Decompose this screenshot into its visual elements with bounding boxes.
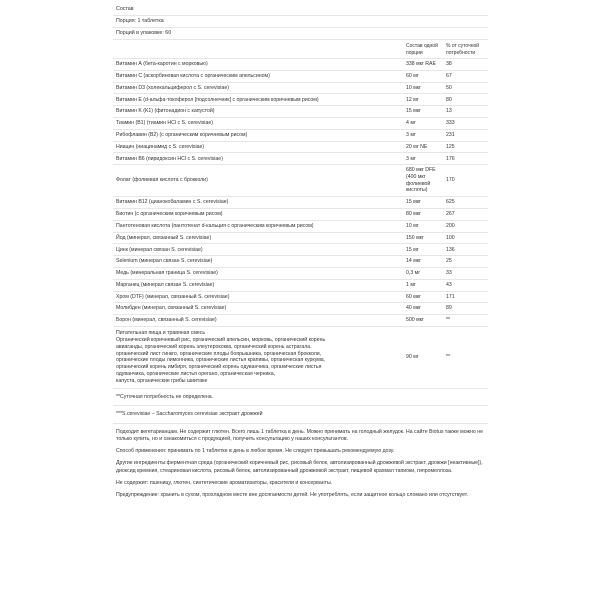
nutrient-name: Хром (DTF) (минерал, связанный S. cerevisiae) <box>116 293 230 300</box>
nutrient-amount: 20 мг NE <box>406 143 428 150</box>
nutrient-daily-value: 67 <box>446 72 452 79</box>
nutrient-name: Йод (минерал, связанный S. cerevisiae) <box>116 234 212 241</box>
nutrient-name: Тиамин (В1) (тиамин HCl с S. cerevisiae) <box>116 120 213 127</box>
table-row <box>113 221 488 233</box>
table-row <box>113 197 488 209</box>
nutrient-daily-value: 170 <box>446 177 455 184</box>
herbal-blend-line: органический корень имбиря, органический корень одуванчика, органические листья <box>116 364 322 371</box>
column-header-daily-value: % от суточной потребности <box>446 43 480 56</box>
nutrient-amount: 15 мкг <box>406 108 421 115</box>
herbal-blend-line: Органический коричневый рис, органический апельсин, морковь, органический корень <box>116 336 326 343</box>
nutrient-daily-value: 267 <box>446 211 455 218</box>
nutrient-amount: 60 мг <box>406 72 419 79</box>
nutrient-daily-value: 25 <box>446 258 452 265</box>
herbal-blend-line: органический лист гинкго, органические плоды боярышника, органическая брокколи, <box>116 350 322 357</box>
herbal-blend-daily-value: ** <box>446 354 451 361</box>
nutrient-name: Молибден (минерал, связанный S. cerevisiae) <box>116 305 227 312</box>
nutrient-daily-value: 13 <box>446 108 452 115</box>
herbal-blend-line: капуста, органические грибы шиитаке <box>116 377 208 384</box>
nutrient-daily-value: 136 <box>446 246 455 253</box>
nutrient-amount: 4 мг <box>406 120 416 127</box>
table-row <box>113 59 488 71</box>
table-row <box>113 165 488 197</box>
footnote-saccharomyces: ***S.cerevisiae – Saccharomyces cerevisiae экстракт дрожжей <box>113 406 488 424</box>
serving-size: Порция: 1 таблетка <box>113 16 488 28</box>
nutrient-name: Selenium (минерал связан S. cerevisiae) <box>116 258 213 265</box>
nutrient-name: Борон (минерал, связанный S. cerevisiae) <box>116 317 217 324</box>
nutrient-amount: 15 мг <box>406 246 419 253</box>
nutrient-daily-value: 38 <box>446 61 452 68</box>
column-header-amount: Состав одной порции <box>406 43 438 56</box>
herbal-blend-line: органические плоды лимонника, органические листья крапивы, органическая куркума, <box>116 357 326 364</box>
usage-paragraph: Способ применения: принимать по 1 таблетке в день в любое время. Не следует превышать рекомендуемую дозу. <box>116 448 395 455</box>
nutrient-daily-value: 33 <box>446 270 452 277</box>
other-ingredients-paragraph: Другие ингредиенты:ферментная среда (органический коричневый рис, рисовый белок, автолизированный дрожжевой экстракт, дрожжи [неактивные]), диоксид кремния, стеариновая кислота, рисовый белок, автолизированный дрожжевой экстракт, пищевой крахмал тапиоки, гипромеллоза. <box>116 460 483 474</box>
nutrient-amount: 80 мкг <box>406 211 421 218</box>
free-from-paragraph: Не содержит: пшеницу, глютен, синтетические ароматизаторы, красители и консерванты. <box>116 479 333 486</box>
nutrient-daily-value: 89 <box>446 305 452 312</box>
table-row <box>113 106 488 118</box>
suitable-paragraph: Подходит вегетарианцам. Не содержит глютен. Всего лишь 1 таблетка в день. Можно принимать на голодный желудок. На сайте Biotus также можно не только купить, но и ознакомиться с продукцией, получить консультацию у наших консультантов. <box>116 428 483 442</box>
nutrient-amount: 338 мкг RAE <box>406 61 436 68</box>
nutrient-daily-value: 625 <box>446 199 455 206</box>
nutrient-name: Рибофлавин (В2) (с органическим коричневым рисом) <box>116 131 248 138</box>
servings-per-pack: Порций в упаковке: 60 <box>113 28 488 40</box>
herbal-blend-line: одуванчика, органические листья орегано, органическая черника, <box>116 371 276 378</box>
nutrient-amount: 12 мг <box>406 96 419 103</box>
nutrient-name: Витамин С (аскорбиновая кислота с органическим апельсином) <box>116 72 270 79</box>
nutrient-amount: 3 мг <box>406 131 416 138</box>
nutrient-amount: 10 мг <box>406 222 419 229</box>
nutrient-amount: 680 мкг DFE (400 мкг фолиевой кислоты) <box>406 167 436 194</box>
nutrient-name: Витамин B12 (цианокобаламин с S. cerevisiae) <box>116 199 229 206</box>
table-header <box>113 40 488 59</box>
nutrient-daily-value: 43 <box>446 281 452 288</box>
nutrient-daily-value: 176 <box>446 155 455 162</box>
herbal-blend-line: авиаганды, органический корень элеутерококка, органический корень астрагала, <box>116 343 312 350</box>
table-row <box>113 94 488 106</box>
table-row <box>113 303 488 315</box>
nutrient-daily-value: 333 <box>446 120 455 127</box>
composition-title: Состав <box>113 4 488 16</box>
nutrient-amount: 1 мг <box>406 281 416 288</box>
herbal-blend-description <box>113 330 406 385</box>
table-row <box>113 209 488 221</box>
nutrient-name: Биотин (с органическим коричневым рисом) <box>116 211 223 218</box>
nutrient-name: Медь (минеральная граница S. cerevisiae) <box>116 270 218 277</box>
nutrient-daily-value: 125 <box>446 143 455 150</box>
nutrient-amount: 150 мкг <box>406 234 424 241</box>
table-row <box>113 233 488 245</box>
table-row <box>113 142 488 154</box>
nutrient-name: Витамин В6 (пиридоксин HCl с S. cerevisiae) <box>116 155 223 162</box>
supplement-facts-document <box>113 4 488 499</box>
footnote-daily-value: **Суточная потребность не определена. <box>113 389 488 407</box>
nutrient-amount: 15 мкг <box>406 199 421 206</box>
nutrient-amount: 10 мкг <box>406 84 421 91</box>
column-header-ingredient <box>113 43 406 56</box>
nutrient-name: Витамин K (K1) (фитонадион с капустой) <box>116 108 215 115</box>
nutrient-name: Цинк (минерал связан S. cerevisiae) <box>116 246 203 253</box>
nutrient-amount: 14 мкг <box>406 258 421 265</box>
nutrient-amount: 60 мкг <box>406 293 421 300</box>
herbal-blend-row <box>113 327 488 389</box>
table-row <box>113 244 488 256</box>
table-row <box>113 130 488 142</box>
herbal-blend-line: Питательная пища и травяная смесь <box>116 329 206 336</box>
nutrient-daily-value: 80 <box>446 96 452 103</box>
table-row <box>113 268 488 280</box>
nutrient-amount: 500 мкг <box>406 317 424 324</box>
table-row <box>113 315 488 327</box>
nutrient-daily-value: 200 <box>446 222 455 229</box>
nutrient-name: Фолат (фолиевая кислота с брокколи) <box>116 177 208 184</box>
nutrient-name: Пантотеновая кислота (пантотенат d-кальция с органическим коричневым рисом) <box>116 222 314 229</box>
nutrient-daily-value: ** <box>446 317 451 324</box>
nutrient-daily-value: 100 <box>446 234 455 241</box>
nutrient-name: Витамин А (бета-каротин с морковью) <box>116 61 208 68</box>
table-row <box>113 256 488 268</box>
nutrient-name: Ниацин (ниацинамид с S. cerevisiae) <box>116 143 205 150</box>
nutrient-amount: 0,3 мг <box>406 270 421 277</box>
table-row <box>113 83 488 95</box>
nutrient-name: Витамин D3 (холекальциферол с S. cerevisiae) <box>116 84 229 91</box>
table-row <box>113 153 488 165</box>
nutrient-daily-value: 231 <box>446 131 455 138</box>
nutrient-table <box>113 59 488 327</box>
nutrient-daily-value: 171 <box>446 293 455 300</box>
table-row <box>113 71 488 83</box>
table-row <box>113 280 488 292</box>
herbal-blend-amount: 90 мг <box>406 354 419 361</box>
table-row <box>113 118 488 130</box>
table-row <box>113 292 488 304</box>
nutrient-amount: 40 мкг <box>406 305 421 312</box>
nutrient-amount: 3 мг <box>406 155 416 162</box>
warning-paragraph: Предупреждение: хранить в сухом, прохладном месте вне досягаемости детей. Не употреблять, если защитное кольцо сломано или отсутствует. <box>116 491 468 498</box>
nutrient-name: Витамин E (d-альфа-токоферол [подсолнечник] с органическим коричневым рисом) <box>116 96 319 103</box>
nutrient-daily-value: 50 <box>446 84 452 91</box>
nutrient-name: Марганец (минерал связан S. cerevisiae) <box>116 281 215 288</box>
